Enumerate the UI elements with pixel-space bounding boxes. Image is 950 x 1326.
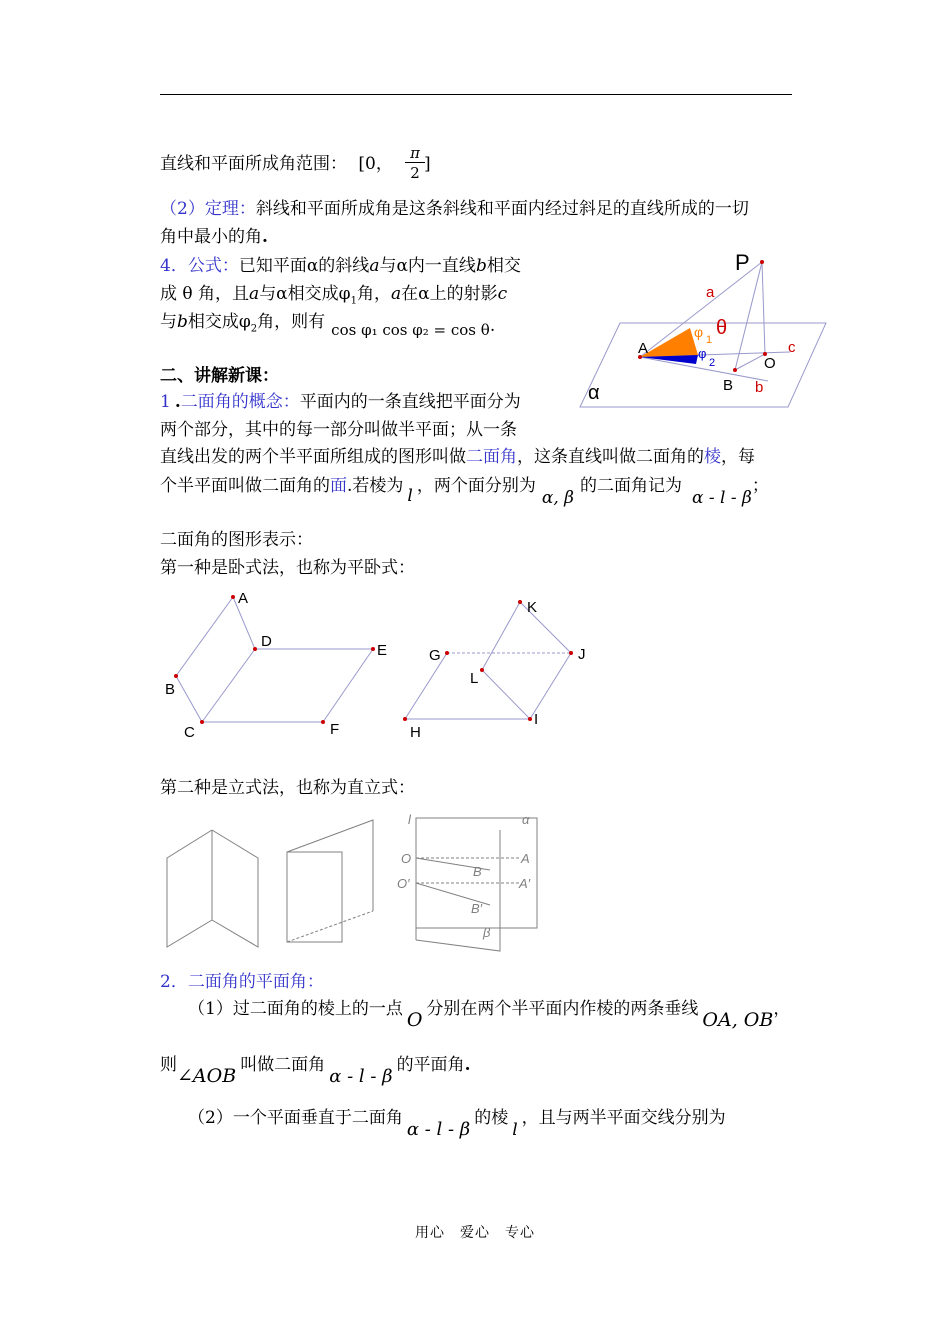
- period: .: [489, 316, 496, 336]
- t: .若棱为: [347, 476, 404, 496]
- t: 个半平面叫做二面角的: [160, 476, 330, 496]
- label-phi1: φ: [694, 324, 704, 340]
- concept-line-1: [160, 390, 521, 414]
- fig3-A2: A′: [519, 876, 531, 891]
- formula-term: 公式：: [187, 256, 239, 276]
- fig2-J: J: [578, 646, 586, 663]
- t: 分别在两个半平面内作棱的两条垂线: [426, 999, 699, 1019]
- dot: .: [174, 392, 181, 412]
- concept-line-4: [160, 474, 769, 508]
- t: 的平面角: [396, 1055, 465, 1075]
- dihedral-expr: α - l - β: [691, 488, 752, 508]
- concept-line-3: [160, 445, 755, 469]
- fig2-G: G: [429, 647, 441, 664]
- label-b: b: [755, 379, 764, 396]
- formula-line-2: [160, 282, 507, 313]
- term: 二面角的平面角：: [187, 972, 324, 992]
- t: ，且与两半平面交线分别为: [521, 1108, 726, 1128]
- num: 1: [160, 392, 171, 412]
- var-b: b: [177, 312, 188, 332]
- t: 在α上的射影: [401, 284, 498, 304]
- label-O: O: [764, 355, 776, 372]
- t: ，两个面分别为: [416, 476, 536, 496]
- fig3-beta: β: [483, 925, 491, 940]
- fig1-B: B: [165, 681, 176, 698]
- sub: 1: [350, 295, 357, 307]
- dot: .: [464, 1055, 471, 1075]
- label-c: c: [788, 339, 796, 356]
- t: 的棱: [474, 1108, 509, 1128]
- type1-label: 第一种是卧式法，也称为平卧式：: [160, 558, 415, 578]
- t: 与α内一直线: [379, 256, 476, 276]
- angle-range-line: [160, 152, 393, 176]
- lying-style-figure-2: [400, 590, 600, 750]
- fig2-L: L: [470, 670, 479, 687]
- fig2-K: K: [527, 599, 538, 616]
- plane-angle-line-2: [160, 1052, 471, 1087]
- t: 与: [160, 312, 177, 332]
- label-theta: θ: [716, 317, 728, 339]
- t: 已知平面α的斜线: [238, 256, 370, 276]
- fig1-F: F: [330, 721, 340, 738]
- var-a: a: [369, 256, 380, 276]
- figs-title: 二面角的图形表示：: [160, 530, 313, 550]
- term: 棱: [704, 447, 721, 467]
- label-B: B: [723, 377, 734, 394]
- label-phi1-sub: 1: [706, 334, 713, 346]
- range-label: 直线和平面所成角范围：: [160, 154, 347, 174]
- t: 相交: [486, 256, 521, 276]
- dihedral-expr: α - l - β: [329, 1066, 393, 1087]
- section-title: 二、讲解新课：: [160, 366, 279, 386]
- t: （2）一个平面垂直于二面角: [188, 1108, 403, 1128]
- cos-formula: cos φ₁ cos φ₂ = cos θ: [331, 321, 490, 339]
- var-a: a: [390, 284, 402, 304]
- plane-angle-title: [160, 970, 324, 994]
- t: 直线出发的两个半平面所组成的图形叫做: [160, 447, 466, 467]
- num: 2．: [160, 972, 188, 992]
- fig3-O2: O′: [397, 876, 410, 891]
- t: ，每: [721, 447, 755, 467]
- theorem-line-2: [160, 225, 268, 249]
- theorem-text: 斜线和平面所成角是这条斜线和平面内经过斜足的直线所成的一切: [255, 199, 749, 219]
- concept-line-2: 两个部分，其中的每一部分叫做半平面；从一条: [160, 420, 517, 440]
- term: 二面角: [466, 447, 517, 467]
- fig2-I: I: [534, 711, 539, 728]
- t: ，: [773, 999, 791, 1019]
- fig3-O: O: [401, 851, 412, 866]
- theorem-text-2: 角中最小的角: [160, 227, 262, 247]
- alpha-beta: α, β: [541, 488, 574, 508]
- plane-angle-line-1: [160, 996, 791, 1031]
- line-plane-angle-figure: [575, 245, 835, 415]
- t: 则: [160, 1055, 177, 1075]
- label-A: A: [638, 340, 649, 357]
- range-close: ]: [424, 154, 431, 174]
- label-alpha: α: [588, 382, 600, 404]
- fig1-D: D: [261, 633, 272, 650]
- label-phi2-sub: 2: [709, 357, 716, 369]
- fig3-l: l: [408, 812, 411, 827]
- dihedral-expr: α - l - β: [406, 1119, 471, 1140]
- formula-num: 4．: [160, 256, 188, 276]
- angle-AOB: ∠AOB: [177, 1065, 237, 1087]
- plane-angle-line-3: [160, 1106, 726, 1140]
- t: 与α相交成φ: [259, 284, 351, 304]
- fig3-B2: B′: [471, 901, 483, 916]
- header-rule: [160, 94, 792, 95]
- var-O: O: [406, 1009, 423, 1031]
- fig3-B: B: [473, 864, 482, 879]
- t: 成 θ 角，且: [160, 284, 250, 304]
- period: .: [262, 227, 268, 247]
- pi-symbol: π: [405, 144, 425, 163]
- label-a: a: [706, 284, 715, 301]
- term: 面: [330, 476, 347, 496]
- fig1-E: E: [377, 642, 388, 659]
- var-a: a: [249, 284, 260, 304]
- t: 相交成φ: [187, 312, 251, 332]
- t: （1）过二面角的棱上的一点: [188, 999, 403, 1019]
- label-phi2: φ: [698, 346, 707, 361]
- concept-term: 二面角的概念：: [180, 392, 300, 412]
- theorem-num: （2）: [160, 199, 205, 219]
- range-open: [0，: [358, 154, 393, 174]
- label-P: P: [735, 250, 750, 275]
- fig1-C: C: [184, 724, 195, 741]
- t: ，这条直线叫做二面角的: [517, 447, 704, 467]
- theorem-term: 定理：: [204, 199, 256, 219]
- page-footer: 用心 爱心 专心: [415, 1225, 535, 1241]
- t: 叫做二面角: [240, 1055, 326, 1075]
- sub: 2: [250, 323, 258, 335]
- t: ；: [751, 476, 769, 496]
- var-b: b: [475, 256, 487, 276]
- lying-style-figure-1: [160, 585, 400, 745]
- type2-label: 第二种是立式法，也称为直立式：: [160, 778, 415, 798]
- t: 角，则有: [257, 312, 326, 332]
- standing-style-figures: [160, 805, 550, 955]
- var-c: c: [497, 284, 508, 304]
- var-l: l: [512, 1120, 518, 1140]
- t: 的二面角记为: [579, 476, 682, 496]
- fig3-alpha: α: [522, 812, 530, 827]
- fig3-A: A: [521, 851, 530, 866]
- fig2-H: H: [410, 724, 421, 741]
- fig1-A: A: [238, 590, 249, 607]
- theorem-line: [160, 197, 749, 221]
- var-OAOB: OA, OB: [702, 1009, 774, 1031]
- denominator-two: 2: [410, 164, 420, 182]
- formula-line-1: [160, 254, 521, 278]
- pi-over-two: [405, 144, 425, 183]
- t: 角，: [356, 284, 391, 304]
- var-l: l: [407, 486, 413, 506]
- formula-line-3: [160, 310, 495, 341]
- t: 平面内的一条直线把平面分为: [299, 392, 521, 412]
